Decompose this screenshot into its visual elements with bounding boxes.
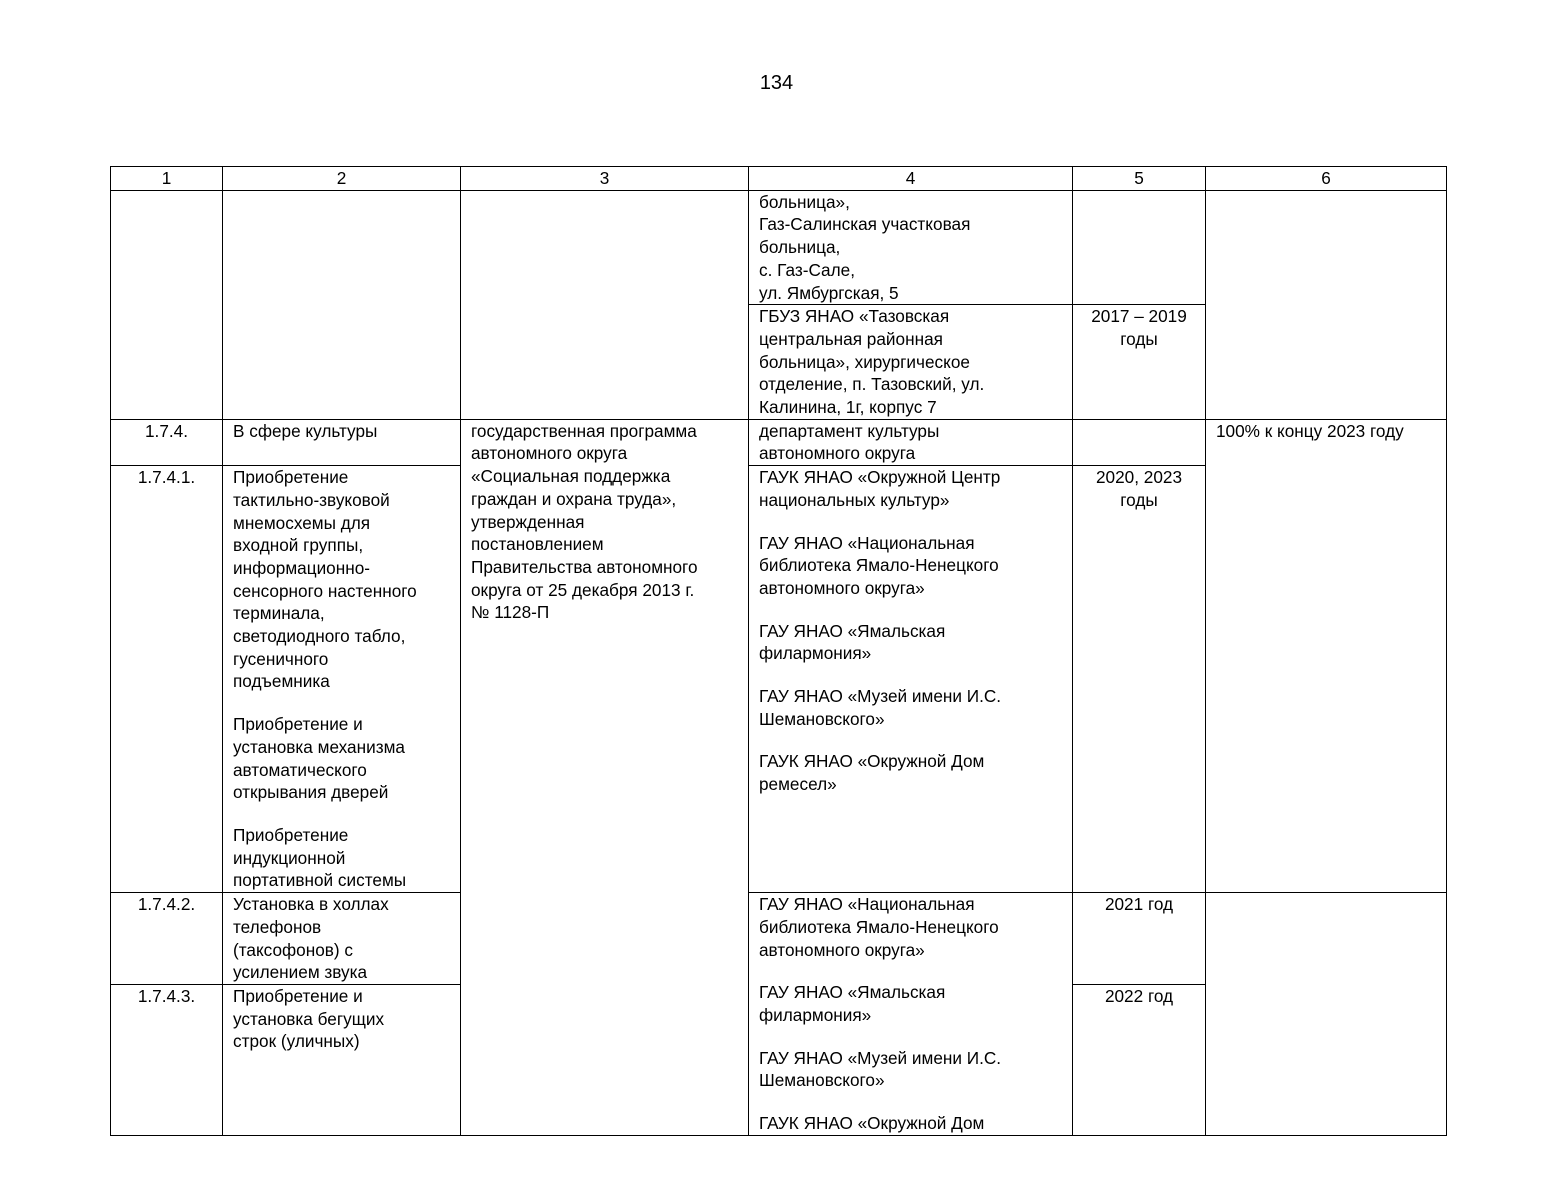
measures-table bbox=[110, 166, 1447, 1136]
cell-term: 2017 – 2019 годы bbox=[1073, 305, 1206, 420]
column-header: 3 bbox=[461, 167, 749, 191]
cell-term: 2020, 2023 годы bbox=[1073, 466, 1206, 893]
cell-empty bbox=[223, 190, 461, 419]
table-row bbox=[111, 419, 1447, 465]
cell-executor: ГБУЗ ЯНАО «Тазовская центральная районная больница», хирургическое отделение, п. Тазовский, ул. Калинина, 1г, корпус 7 bbox=[749, 305, 1073, 420]
cell-program: государственная программа автономного округа «Социальная поддержка граждан и охрана труда», утвержденная постановлением Правительства автономного округа от 25 декабря 2013 г. № 1128-П bbox=[461, 419, 749, 1135]
table-row bbox=[111, 190, 1447, 305]
column-header: 6 bbox=[1206, 167, 1447, 191]
column-header: 5 bbox=[1073, 167, 1206, 191]
column-header: 2 bbox=[223, 167, 461, 191]
cell-name: Установка в холлах телефонов (таксофонов) с усилением звука bbox=[223, 893, 461, 985]
cell-empty bbox=[111, 190, 223, 419]
table-header-row bbox=[111, 167, 1447, 191]
cell-number: 1.7.4.1. bbox=[111, 466, 223, 893]
cell-executor: департамент культуры автономного округа bbox=[749, 419, 1073, 465]
cell-term: 2021 год bbox=[1073, 893, 1206, 985]
cell-executor: больница», Газ-Салинская участковая больница, с. Газ-Сале, ул. Ямбургская, 5 bbox=[749, 190, 1073, 305]
column-header: 1 bbox=[111, 167, 223, 191]
cell-number: 1.7.4.2. bbox=[111, 893, 223, 985]
table-row bbox=[111, 893, 1447, 985]
page-number: 134 bbox=[759, 72, 794, 94]
column-header: 4 bbox=[749, 167, 1073, 191]
cell-number: 1.7.4. bbox=[111, 419, 223, 465]
cell-empty bbox=[1073, 419, 1206, 465]
cell-result: 100% к концу 2023 году bbox=[1206, 419, 1447, 892]
cell-empty bbox=[461, 190, 749, 419]
cell-number: 1.7.4.3. bbox=[111, 984, 223, 1135]
cell-executor: ГАУК ЯНАО «Окружной Центр национальных культур» ГАУ ЯНАО «Национальная библиотека Ямало-Ненецкого автономного округа» ГАУ ЯНАО «Ямальская филармония» ГАУ ЯНАО «Музей имени И.С. Шемановского» ГАУК ЯНАО «Окружной Дом ремесел» bbox=[749, 466, 1073, 893]
cell-term: 2022 год bbox=[1073, 984, 1206, 1135]
cell-empty bbox=[1073, 190, 1206, 305]
cell-executor: ГАУ ЯНАО «Национальная библиотека Ямало-Ненецкого автономного округа» ГАУ ЯНАО «Ямальская филармония» ГАУ ЯНАО «Музей имени И.С. Шемановского» ГАУК ЯНАО «Окружной Дом bbox=[749, 893, 1073, 1136]
cell-name: Приобретение и установка бегущих строк (уличных) bbox=[223, 984, 461, 1135]
cell-name: В сфере культуры bbox=[223, 419, 461, 465]
cell-empty bbox=[1206, 190, 1447, 419]
cell-empty bbox=[1206, 893, 1447, 1136]
cell-name: Приобретение тактильно-звуковой мнемосхемы для входной группы, информационно- сенсорного настенного терминала, светодиодного табло, гусеничного подъемника Приобретение и установка механизма автоматического открывания дверей Приобретение индукционной портативной системы bbox=[223, 466, 461, 893]
